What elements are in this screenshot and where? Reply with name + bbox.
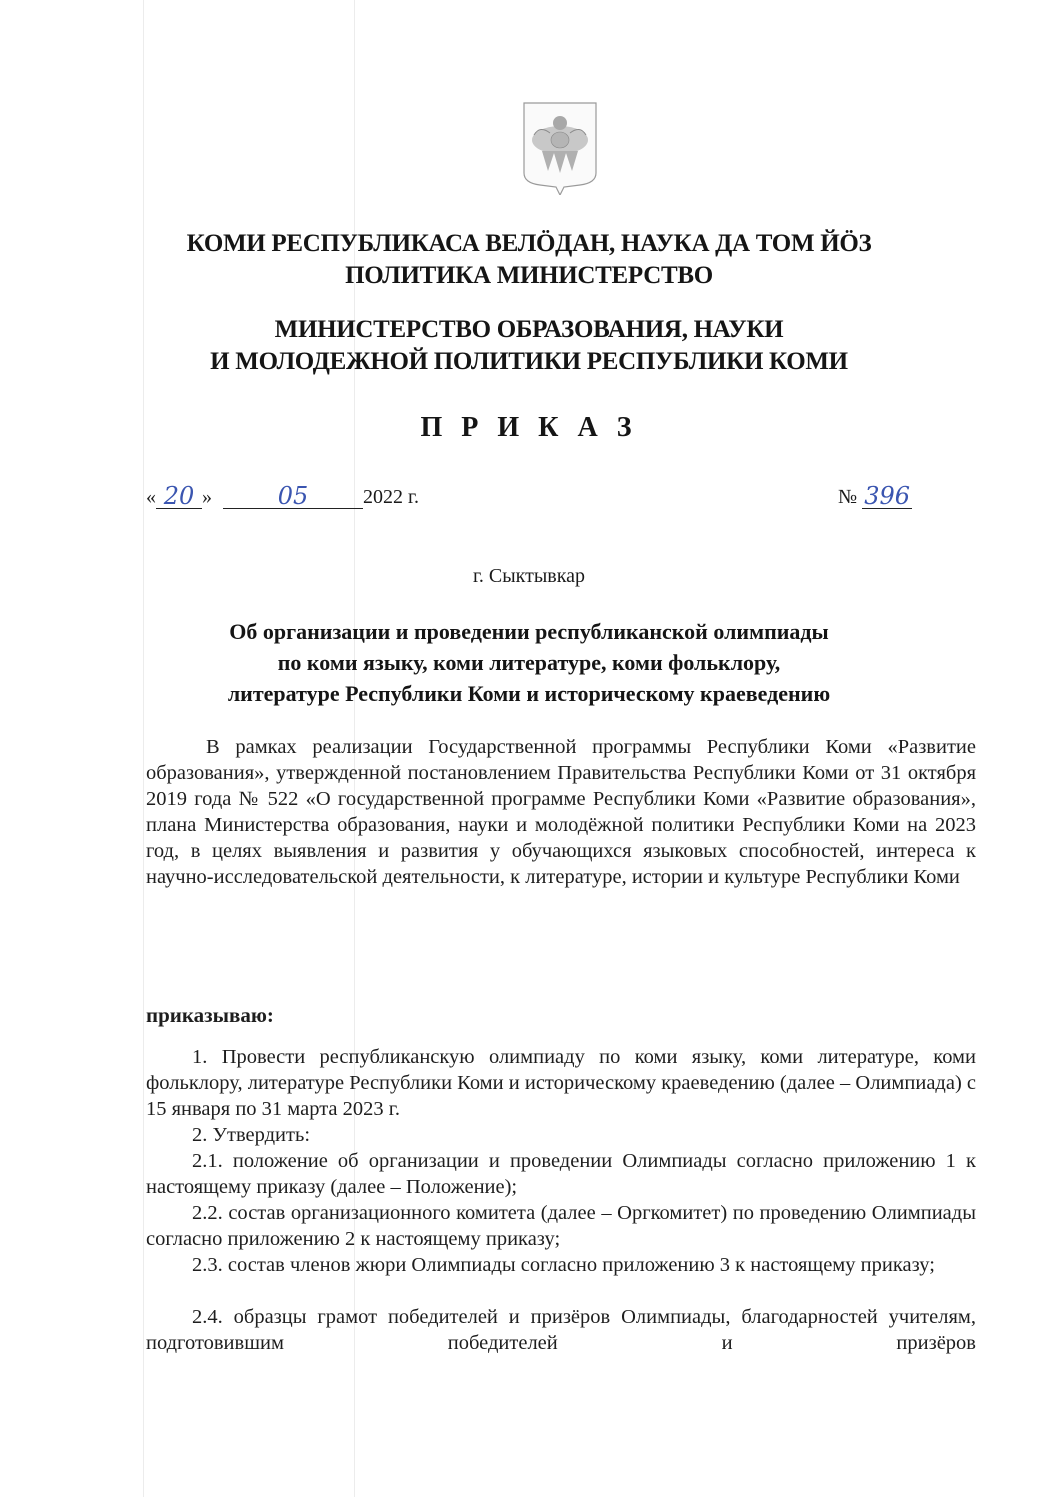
header-komi-line-1: КОМИ РЕСПУБЛИКАСА ВЕЛӦДАН, НАУКА ДА ТОМ ЙӦЗ (186, 230, 872, 257)
number-value: 396 (864, 482, 910, 510)
scan-crease (143, 0, 144, 1497)
preamble-paragraph: В рамках реализации Государственной программы Республики Коми «Развитие образования», утвержденной постановлением Правительства Республики Коми от 31 октября 2019 года № 522 «О государственной программе Республики Коми «Развитие образования», плана Министерства образования, науки и молодёжной политики Республики Коми на 2023 год, в целях выявления и развития у обучающихся языковых способностей, интереса к научно-исследовательской деятельности, к литературе, истории и культуре Республики Коми (146, 736, 976, 888)
order-word: приказываю: (146, 1003, 274, 1027)
order-item-2-1: 2.1. положение об организации и проведении Олимпиады согласно приложению 1 к настоящему приказу (далее – Положение); (146, 1150, 976, 1198)
date-month: 05 (277, 482, 309, 510)
subject-line: по коми языку, коми литературе, коми фольклору, (277, 650, 781, 675)
order-subject (0, 616, 1058, 709)
header-komi-line-2: ПОЛИТИКА МИНИСТЕРСТВО (345, 262, 713, 289)
order-item-1: 1. Провести республиканскую олимпиаду по коми языку, коми литературе, коми фольклору, литературе Республики Коми и историческому краеведению (далее – Олимпиада) с 15 января по 31 марта 2023 г. (146, 1046, 976, 1120)
header-ru-line-1: МИНИСТЕРСТВО ОБРАЗОВАНИЯ, НАУКИ (274, 316, 784, 343)
order-item-2-4: 2.4. образцы грамот победителей и призёров Олимпиады, благодарностей учителям, подготовившим победителей и призёров (146, 1306, 976, 1354)
header-ru-line-2: И МОЛОДЕЖНОЙ ПОЛИТИКИ РЕСПУБЛИКИ КОМИ (210, 348, 848, 375)
order-number (838, 482, 912, 509)
subject-line: Об организации и проведении республиканской олимпиады (229, 619, 829, 644)
order-date (146, 482, 419, 509)
date-day: 20 (163, 482, 195, 510)
order-item-2-2: 2.2. состав организационного комитета (далее – Оргкомитет) по проведению Олимпиады согласно приложению 2 к настоящему приказу; (146, 1202, 976, 1250)
order-item-2: 2. Утвердить: (192, 1124, 311, 1146)
order-item-2-3: 2.3. состав членов жюри Олимпиады согласно приложению 3 к настоящему приказу; (192, 1254, 935, 1276)
number-label: № (838, 486, 858, 508)
city: г. Сыктывкар (472, 565, 586, 587)
subject-line: литературе Республики Коми и историческому краеведению (227, 681, 831, 706)
coat-of-arms-icon (520, 95, 600, 195)
date-open-quote: « (146, 486, 156, 508)
date-year: 2022 г. (363, 486, 419, 508)
document-type-title: П Р И К А З (420, 412, 638, 443)
date-close-quote: » (202, 486, 212, 508)
